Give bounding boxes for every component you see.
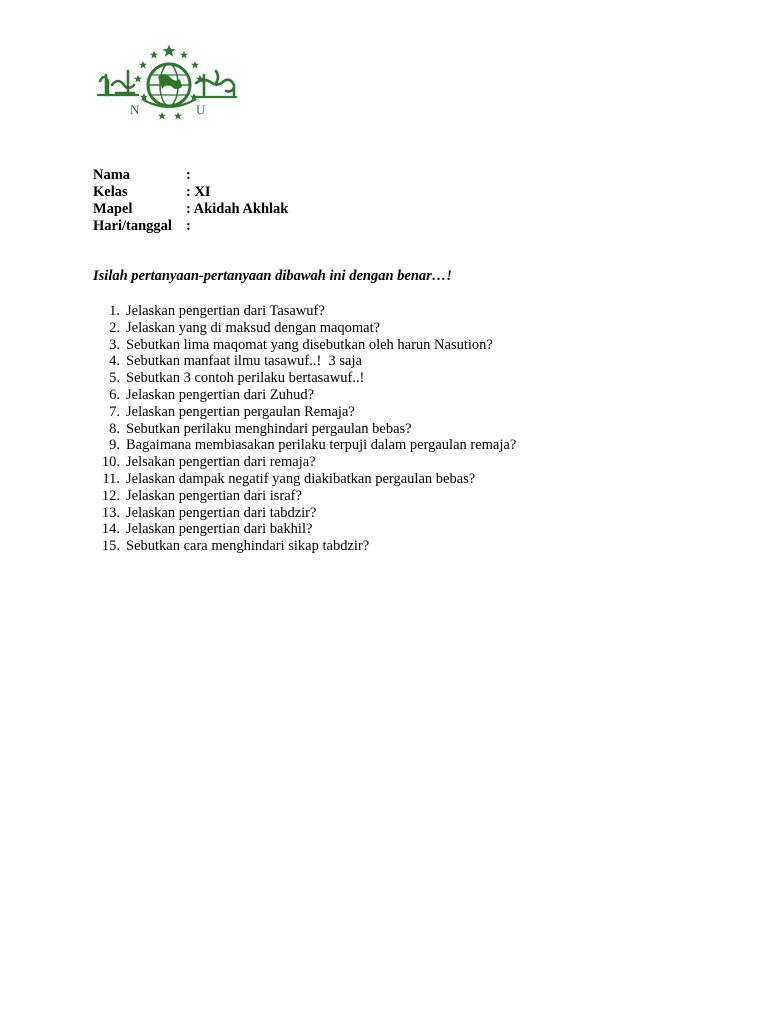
logo-letter-u: U <box>196 102 206 117</box>
question-number: 5. <box>109 370 120 387</box>
identity-value: : XI <box>186 184 211 200</box>
question-number: 14. <box>101 521 120 538</box>
question-text: Jelaskan dampak negatif yang diakibatkan pergaulan bebas? <box>126 470 476 487</box>
question-text: Sebutkan manfaat ilmu tasawuf..! 3 saja <box>126 353 362 370</box>
list-item <box>93 370 516 387</box>
question-text: Jelaskan pengertian dari israf? <box>126 487 302 504</box>
list-item <box>93 421 516 438</box>
identity-row-mapel <box>93 201 288 218</box>
question-number: 11. <box>102 470 120 487</box>
identity-label: Hari/tanggal <box>93 218 172 234</box>
question-number: 3. <box>109 336 120 353</box>
question-text: Jelaskan pengertian dari Tasawuf? <box>126 303 325 319</box>
student-identity-block <box>93 167 288 235</box>
list-item <box>93 505 516 522</box>
nu-logo <box>92 41 243 124</box>
list-item <box>93 471 516 488</box>
question-text: Jelaskan pengertian dari tabdzir? <box>126 504 317 521</box>
identity-value: : Akidah Akhlak <box>186 201 289 217</box>
question-number: 10. <box>101 454 120 471</box>
question-number: 8. <box>109 420 120 437</box>
question-text: Bagaimana membiasakan perilaku terpuji dalam pergaulan remaja? <box>126 437 517 454</box>
identity-label: Nama <box>93 167 131 183</box>
list-item <box>93 521 516 538</box>
identity-row-hari-tanggal <box>93 218 288 235</box>
question-text: Sebutkan lima maqomat yang disebutkan oleh harun Nasution? <box>126 336 493 353</box>
list-item <box>93 387 516 404</box>
list-item <box>93 320 516 337</box>
question-text: Sebutkan 3 contoh perilaku bertasawuf..! <box>126 370 365 387</box>
list-item <box>93 353 516 370</box>
list-item <box>93 404 516 421</box>
logo-letter-n: N <box>130 102 140 117</box>
list-item <box>93 437 516 454</box>
question-text: Jelaskan pengertian dari bakhil? <box>126 521 313 538</box>
question-number: 2. <box>109 319 120 336</box>
nu-emblem-icon <box>92 41 243 124</box>
identity-value: : <box>186 167 191 183</box>
question-text: Jelsakan pengertian dari remaja? <box>126 454 316 471</box>
list-item <box>93 454 516 471</box>
question-number: 12. <box>101 487 120 504</box>
question-number: 9. <box>109 437 120 454</box>
list-item <box>93 488 516 505</box>
list-item <box>93 337 516 354</box>
list-item <box>93 303 516 320</box>
identity-label: Mapel <box>93 201 133 217</box>
instruction-text: Isilah pertanyaan-pertanyaan dibawah ini dengan benar…! <box>93 268 452 284</box>
question-number: 13. <box>101 504 120 521</box>
question-list <box>93 303 516 555</box>
question-text: Jelaskan pengertian pergaulan Remaja? <box>126 403 355 420</box>
list-item <box>93 538 516 555</box>
question-number: 7. <box>109 403 120 420</box>
question-number: 15. <box>101 538 120 555</box>
question-number: 1. <box>109 303 120 319</box>
question-text: Sebutkan cara menghindari sikap tabdzir? <box>126 538 370 555</box>
identity-row-nama <box>93 167 288 184</box>
identity-value: : <box>186 218 191 234</box>
identity-row-kelas <box>93 184 288 201</box>
identity-label: Kelas <box>93 184 128 200</box>
question-text: Jelaskan yang di maksud dengan maqomat? <box>126 319 381 336</box>
question-text: Sebutkan perilaku menghindari pergaulan bebas? <box>126 420 412 437</box>
question-number: 4. <box>109 353 120 370</box>
question-text: Jelaskan pengertian dari Zuhud? <box>126 386 315 403</box>
question-number: 6. <box>109 386 120 403</box>
